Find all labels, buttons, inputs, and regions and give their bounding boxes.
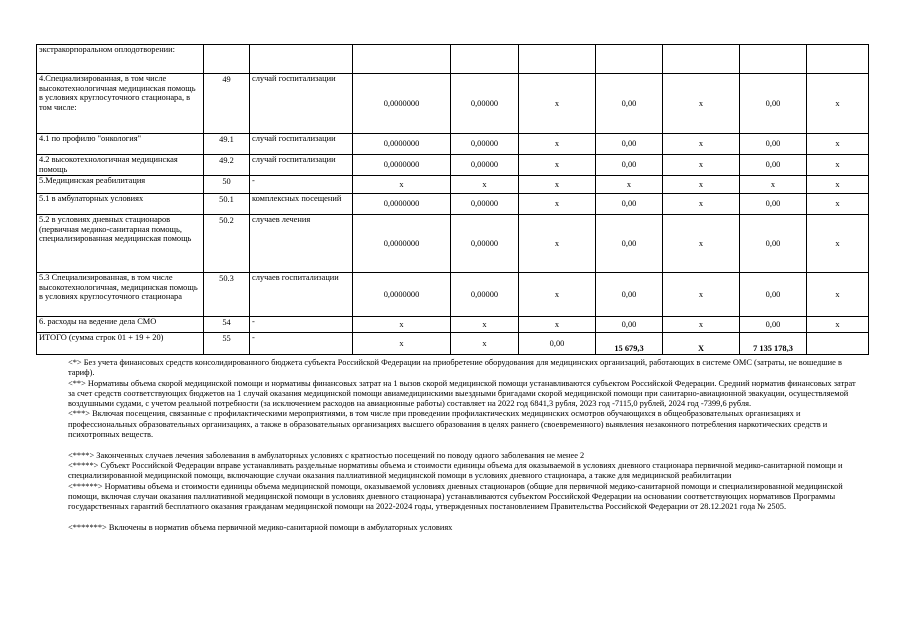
cell-v2: 0,00000	[451, 74, 519, 134]
cell-v2	[451, 45, 519, 74]
cell-code: 49.2	[204, 155, 250, 176]
footnote-spacer	[68, 440, 858, 450]
cell-v1: 0,0000000	[353, 194, 451, 215]
cell-v1: 0,0000000	[353, 134, 451, 155]
footnote-3: <***> Включая посещения, связанные с профилактическими мероприятиями, в том числе при проведении профилактических медицинских осмотров обучающихся в общеобразовательных организациях и профессиональных образовательных организациях, а также в образовательных организациях высшего образования в целях раннего (своевременного) выявления незаконного потребления наркотических средств и психотропных веществ.	[68, 409, 828, 440]
cell-v5: х	[663, 194, 740, 215]
cell-v5: х	[663, 215, 740, 273]
cell-v4: 0,00	[596, 155, 663, 176]
cell-v3: х	[519, 194, 596, 215]
cell-name: 5.2 в условиях дневных стационаров (первичная медико-санитарная помощь, специализированная медицинская помощь	[37, 215, 204, 273]
cell-code: 49.1	[204, 134, 250, 155]
table-row	[37, 74, 869, 134]
footnote-7: <*******> Включены в норматив объема первичной медико-санитарной помощи в амбулаторных условиях	[68, 522, 453, 532]
cell-code: 54	[204, 317, 250, 333]
cell-v7	[807, 45, 869, 74]
cell-name: 4.1 по профилю "онкология"	[37, 134, 204, 155]
cell-v4: 15 679,3	[596, 333, 663, 355]
cell-v6: 7 135 178,3	[740, 333, 807, 355]
cell-v7: х	[807, 273, 869, 317]
cell-v3: 0,00	[519, 333, 596, 355]
cell-code	[204, 45, 250, 74]
cell-name: 5.Медицинская реабилитация	[37, 176, 204, 194]
cell-name: 4.2 высокотехнологичная медицинская помощь	[37, 155, 204, 176]
cell-v6: 0,00	[740, 273, 807, 317]
cell-v3: х	[519, 215, 596, 273]
cell-v4: 0,00	[596, 317, 663, 333]
cell-v2: х	[451, 176, 519, 194]
cell-unit: -	[250, 176, 353, 194]
cell-v7: х	[807, 176, 869, 194]
cell-v5: х	[663, 74, 740, 134]
cell-name: 5.3 Специализированная, в том числе высокотехнологичная, медицинская помощь в условиях круглосуточного стационара	[37, 273, 204, 317]
cell-unit: -	[250, 333, 353, 355]
cell-v5	[663, 45, 740, 74]
footnote-6: <******> Нормативы объема и стоимости единицы объема медицинской помощи, оказываемой условиях дневных стационаров (общие для первичной медико-санитарной помощи и специализированной медицинской помощи, включая случаи оказания паллиативной медицинской помощи в условиях дневного стационара) устанавливаются субъектом Российской Федерации на основании соответствующих нормативов Программы государственных гарантий бесплатного оказания гражданам медицинской помощи на 2022-2024 годы, утвержденных постановлением Правительства Российской Федерации от 28.12.2021 года № 2505.	[68, 481, 843, 512]
cell-v5: х	[663, 273, 740, 317]
table-row	[37, 273, 869, 317]
cell-v5: Х	[663, 333, 740, 355]
cell-v3: х	[519, 74, 596, 134]
cell-v7: х	[807, 134, 869, 155]
cell-v5: х	[663, 134, 740, 155]
cell-v6: 0,00	[740, 215, 807, 273]
cell-v7: х	[807, 155, 869, 176]
table-row	[37, 155, 869, 176]
cell-v1: 0,0000000	[353, 273, 451, 317]
cell-v6: 0,00	[740, 194, 807, 215]
footnote-5: <*****> Субъект Российской Федерации вправе устанавливать раздельные нормативы объема и стоимости единицы объема для оказываемой в условиях дневного стационара первичной медико-санитарной помощи и специализированной медицинской помощи, включающие случаи оказания паллиативной медицинской помощи в условиях дневного стационара, а также для медицинской реабилитации	[68, 460, 843, 481]
cell-code: 55	[204, 333, 250, 355]
cell-v2: 0,00000	[451, 273, 519, 317]
cell-unit: -	[250, 317, 353, 333]
cell-v1: х	[353, 176, 451, 194]
cell-v4	[596, 45, 663, 74]
cell-v4: х	[596, 176, 663, 194]
cell-v1: х	[353, 333, 451, 355]
cell-v1: 0,0000000	[353, 215, 451, 273]
table-row	[37, 317, 869, 333]
cell-v3	[519, 45, 596, 74]
cell-v7: х	[807, 194, 869, 215]
cell-v3: х	[519, 273, 596, 317]
table-row	[37, 176, 869, 194]
cell-v4: 0,00	[596, 215, 663, 273]
table-row	[37, 134, 869, 155]
cell-code: 49	[204, 74, 250, 134]
cell-v2: 0,00000	[451, 215, 519, 273]
cell-v3: х	[519, 155, 596, 176]
cell-v4: 0,00	[596, 74, 663, 134]
cell-v6: 0,00	[740, 74, 807, 134]
cell-v6: 0,00	[740, 155, 807, 176]
cell-unit: случаев госпитализации	[250, 273, 353, 317]
cell-v5: х	[663, 176, 740, 194]
cell-unit: комплексных посещений	[250, 194, 353, 215]
cell-v2: х	[451, 333, 519, 355]
cell-v2: 0,00000	[451, 134, 519, 155]
cell-v2: 0,00000	[451, 155, 519, 176]
cell-v3: х	[519, 176, 596, 194]
footnote-spacer	[68, 512, 858, 522]
table-row	[37, 333, 869, 355]
cell-code: 50	[204, 176, 250, 194]
table-body	[37, 45, 869, 355]
cell-v7: х	[807, 317, 869, 333]
footnote-1: <*> Без учета финансовых средств консолидированного бюджета субъекта Российской Федерации на приобретение оборудования для медицинских организаций, работающих в системе ОМС (затраты, не вошедшие в тариф).	[68, 358, 842, 378]
cell-v6: 0,00	[740, 134, 807, 155]
cell-unit: случай госпитализации	[250, 155, 353, 176]
cell-name: 6. расходы на ведение дела СМО	[37, 317, 204, 333]
cell-code: 50.2	[204, 215, 250, 273]
cell-v5: х	[663, 317, 740, 333]
cell-v6: 0,00	[740, 317, 807, 333]
cell-v3: х	[519, 317, 596, 333]
cell-v7: х	[807, 215, 869, 273]
cell-v4: 0,00	[596, 134, 663, 155]
cell-v2: х	[451, 317, 519, 333]
data-table	[36, 44, 869, 355]
cell-v7: х	[807, 74, 869, 134]
cell-v7	[807, 333, 869, 355]
cell-v1: 0,0000000	[353, 74, 451, 134]
cell-v1: 0,0000000	[353, 155, 451, 176]
footnotes	[68, 358, 858, 533]
cell-v6: х	[740, 176, 807, 194]
table-row	[37, 45, 869, 74]
cell-code: 50.1	[204, 194, 250, 215]
cell-name: 4.Специализированная, в том числе высокотехнологичная медицинская помощь в условиях круглосуточного стационара, в том числе:	[37, 74, 204, 134]
cell-unit: случаев лечения	[250, 215, 353, 273]
cell-v1	[353, 45, 451, 74]
cell-code: 50.3	[204, 273, 250, 317]
cell-v2: 0,00000	[451, 194, 519, 215]
cell-name: ИТОГО (сумма строк 01 + 19 + 20)	[37, 333, 204, 355]
cell-unit: случай госпитализации	[250, 134, 353, 155]
cell-unit	[250, 45, 353, 74]
cell-v4: 0,00	[596, 194, 663, 215]
footnote-4: <****> Законченных случаев лечения заболевания в амбулаторных условиях с кратностью посещений по поводу одного заболевания не менее 2	[68, 450, 585, 460]
cell-v6	[740, 45, 807, 74]
footnote-2: <**> Нормативы объема скорой медицинской помощи и нормативы финансовых затрат на 1 вызов скорой медицинской помощи устанавливаются субъектом Российской Федерации. Средний норматив финансовых затрат за счет средств соответствующих бюджетов на 1 случай оказания медицинской помощи авиамедицинскими выездными бригадами скорой медицинской помощи при санитарно-авиационной эвакуации, осуществляемой воздушными судами, с учетом реальной потребности (за исключением расходов на авиационные работы) составляет на 2022 год 6841,3 рубля, 2023 год -7115,0 рублей, 2024 год -7399,6 рубля.	[68, 378, 856, 409]
cell-v5: х	[663, 155, 740, 176]
table-row	[37, 215, 869, 273]
cell-name: 5.1 в амбулаторных условиях	[37, 194, 204, 215]
cell-v1: х	[353, 317, 451, 333]
cell-name: экстракорпоральном оплодотворении:	[37, 45, 204, 74]
cell-v4: 0,00	[596, 273, 663, 317]
table-row	[37, 194, 869, 215]
cell-unit: случай госпитализации	[250, 74, 353, 134]
cell-v3: х	[519, 134, 596, 155]
